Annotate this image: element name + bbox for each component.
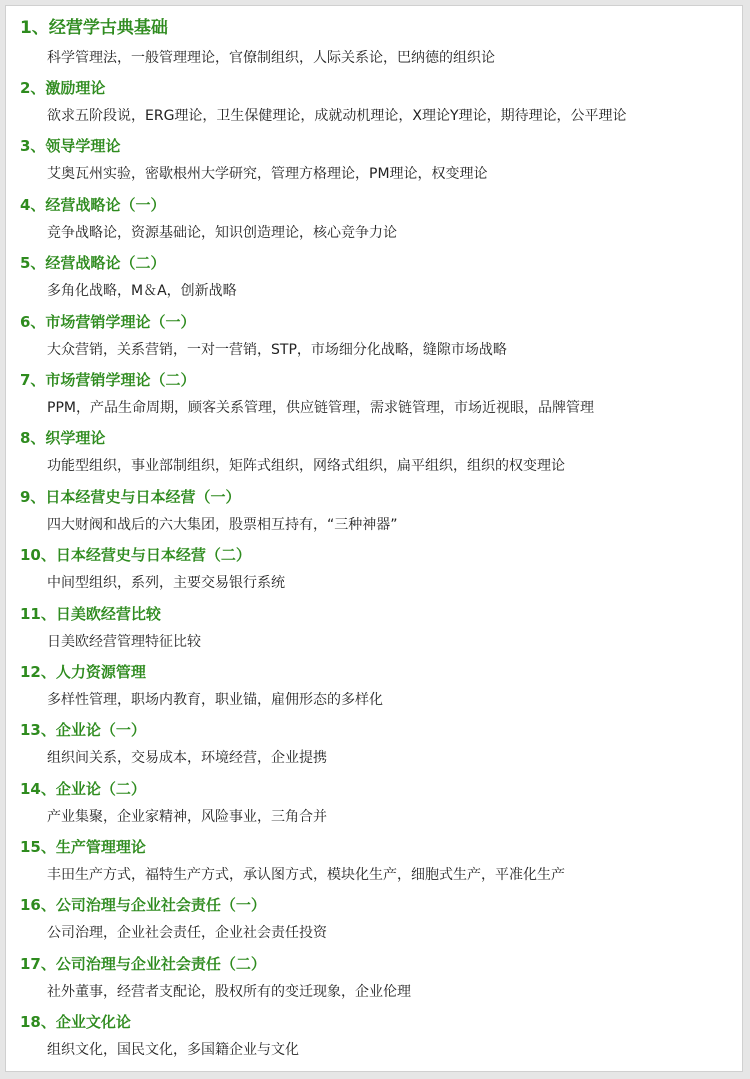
section-body: 多样性管理，职场内教育，职业锚，雇佣形态的多样化 (47, 691, 383, 708)
section-body: 日美欧经营管理特征比较 (47, 633, 201, 650)
section-body: 竞争战略论，资源基础论，知识创造理论，核心竞争力论 (47, 224, 397, 241)
section-heading: 6、市场营销学理论（一） (20, 312, 196, 331)
section-body: 欲求五阶段说，ERG理论，卫生保健理论，成就动机理论，X理论Y理论，期待理论，公平理论 (47, 108, 627, 124)
topic-section (6, 950, 742, 1008)
section-heading: 7、市场营销学理论（二） (20, 370, 196, 389)
topic-section (6, 658, 742, 716)
section-body: 四大财阀和战后的六大集团，股票相互持有，“三种神器” (47, 516, 398, 533)
topic-section (6, 191, 742, 249)
section-heading: 3、领导学理论 (20, 137, 121, 156)
content-panel (5, 5, 743, 1072)
topic-section (6, 775, 742, 833)
topic-section (6, 366, 742, 424)
section-body: 社外董事，经营者支配论，股权所有的变迁现象，企业伦理 (47, 983, 411, 1000)
section-body: 艾奥瓦州实验，密歇根州大学研究，管理方格理论，PM理论，权变理论 (47, 166, 488, 183)
topic-section (6, 308, 742, 366)
section-heading: 1、经营学古典基础 (20, 18, 168, 38)
section-heading: 15、生产管理理论 (20, 838, 146, 857)
section-heading: 11、日美欧经营比较 (20, 604, 161, 623)
section-body: PPM，产品生命周期，顾客关系管理，供应链管理，需求链管理，市场近视眼，品牌管理 (47, 399, 594, 416)
topic-section (6, 833, 742, 891)
topic-section (6, 424, 742, 482)
section-heading: 13、企业论（一） (20, 721, 146, 740)
section-body: 多角化战略，M＆A，创新战略 (47, 283, 237, 300)
section-heading: 18、企业文化论 (20, 1013, 131, 1032)
topic-section (6, 716, 742, 774)
section-body: 丰田生产方式，福特生产方式，承认图方式，模块化生产，细胞式生产，平准化生产 (47, 867, 565, 884)
section-heading: 4、经营战略论（一） (20, 195, 166, 214)
section-heading: 12、人力资源管理 (20, 662, 146, 681)
topic-section (6, 483, 742, 541)
topic-section (6, 600, 742, 658)
topic-section (6, 74, 742, 132)
topic-section (6, 891, 742, 949)
section-heading: 9、日本经营史与日本经营（一） (20, 487, 241, 506)
section-heading: 10、日本经营史与日本经营（二） (20, 546, 251, 565)
section-body: 功能型组织，事业部制组织，矩阵式组织，网络式组织，扁平组织，组织的权变理论 (47, 458, 565, 475)
section-heading: 8、织学理论 (20, 429, 106, 448)
section-body: 组织文化，国民文化，多国籍企业与文化 (47, 1042, 299, 1059)
section-heading: 2、激励理论 (20, 79, 106, 97)
section-heading: 5、经营战略论（二） (20, 254, 166, 273)
topic-section (6, 1008, 742, 1066)
topic-section (6, 541, 742, 599)
topic-section (6, 16, 742, 74)
section-body: 中间型组织，系列，主要交易银行系统 (47, 575, 285, 592)
topic-section (6, 132, 742, 190)
topic-section (6, 249, 742, 307)
section-heading: 17、公司治理与企业社会责任（二） (20, 954, 266, 973)
topic-list (6, 16, 742, 1067)
section-heading: 16、公司治理与企业社会责任（一） (20, 896, 266, 915)
section-body: 科学管理法，一般管理理论，官僚制组织，人际关系论，巴纳德的组织论 (47, 50, 495, 66)
section-body: 公司治理，企业社会责任，企业社会责任投资 (47, 925, 327, 942)
section-body: 产业集聚，企业家精神，风险事业，三角合并 (47, 808, 327, 825)
section-heading: 14、企业论（二） (20, 779, 146, 798)
section-body: 组织间关系，交易成本，环境经营，企业提携 (47, 750, 327, 767)
section-body: 大众营销，关系营销，一对一营销，STP，市场细分化战略，缝隙市场战略 (47, 341, 507, 358)
